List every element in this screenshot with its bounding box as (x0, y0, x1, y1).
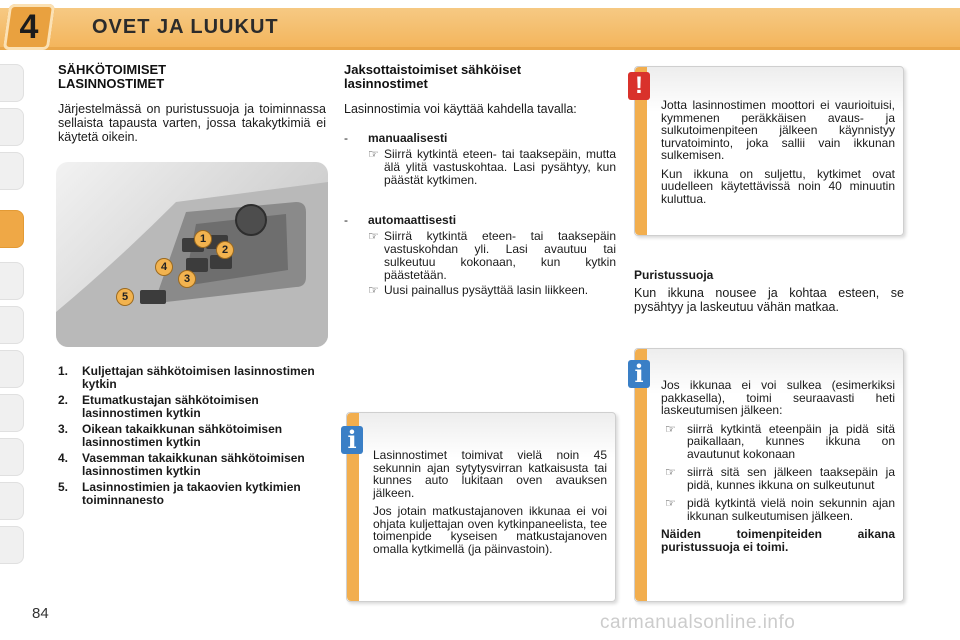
step-item (661, 466, 895, 491)
subsection-text: Kun ikkuna nousee ja kohtaa esteen, se pysähtyy ja laskeutuu vähän matkaa. (634, 286, 904, 314)
section-title-line: LASINNOSTIMET (58, 76, 165, 91)
pointing-hand-icon: ☞ (665, 496, 676, 510)
bullet-item (368, 148, 616, 187)
warning-paragraph: Kun ikkuna on suljettu, kytkimet ovat uudelleen käytettävissä noin 40 minuutin kuluttua. (661, 166, 895, 206)
legend-text: Etumatkustajan sähkötoimisen lasinnostimen kytkin (82, 393, 259, 420)
section-intro: Järjestelmässä on puristussuoja ja toiminnassa sellaista tapausta varten, jossa takakytkimiä ei käytetä oikein. (58, 102, 326, 144)
step-text: siirrä kytkintä eteenpäin ja pidä sitä paikallaan, kunnes ikkuna on avautunut kokonaan (687, 421, 895, 461)
chapter-tab[interactable] (0, 350, 24, 388)
info-closing: Näiden toimenpiteiden aikana puristussuoja ei toimi. (661, 527, 895, 554)
info-box-body (661, 379, 895, 559)
chapter-tab-active[interactable] (0, 210, 24, 248)
legend-number: 4. (58, 451, 69, 465)
warning-icon: ! (628, 72, 650, 100)
legend-text: Vasemman takaikkunan sähkötoimisen lasinnostimen kytkin (82, 451, 305, 478)
chapter-tab[interactable] (0, 152, 24, 190)
chapter-number-badge (3, 4, 55, 50)
info-icon: i (628, 360, 650, 388)
callout-1: 1 (194, 230, 212, 248)
chapter-tab[interactable] (0, 526, 24, 564)
chapter-tab[interactable] (0, 262, 24, 300)
pointing-hand-icon: ☞ (368, 147, 379, 161)
section-title-line: Jaksottaistoimiset sähköiset (344, 62, 522, 77)
section-title-line: lasinnostimet (344, 76, 428, 91)
pointing-hand-icon: ☞ (665, 421, 676, 436)
chapter-number: 4 (19, 8, 39, 46)
legend-number: 5. (58, 480, 69, 494)
lock-switch-icon (140, 290, 166, 304)
dash: - (344, 131, 348, 145)
info-paragraph: Lasinnostimet toimivat vielä noin 45 sekunnin ajan sytytysvirran katkaisusta tai kunnes auto lukitaan oven avauksen jälkeen. (373, 448, 607, 500)
section-title-line: SÄHKÖTOIMISET (58, 62, 167, 77)
mode-label: manuaalisesti (368, 131, 448, 145)
legend-text: Oikean takaikkunan sähkötoimisen lasinnostimen kytkin (82, 422, 283, 449)
bullet-text: Uusi painallus pysäyttää lasin liikkeen. (384, 283, 589, 297)
callout-4: 4 (155, 258, 173, 276)
legend-text: Lasinnostimien ja takaovien kytkimien toiminnanesto (82, 480, 301, 507)
door-panel-illustration (56, 162, 328, 347)
step-item (661, 423, 895, 461)
legend-number: 2. (58, 393, 69, 407)
pointing-hand-icon: ☞ (665, 465, 676, 479)
mirror-knob-icon (236, 205, 266, 235)
legend-number: 1. (58, 364, 69, 378)
chapter-tab[interactable] (0, 64, 24, 102)
chapter-tab[interactable] (0, 394, 24, 432)
mode-label: automaattisesti (368, 213, 457, 227)
legend-text: Kuljettajan sähkötoimisen lasinnostimen kytkin (82, 364, 315, 391)
warning-box-body (661, 99, 895, 211)
bullet-item (368, 230, 616, 282)
legend-item (58, 423, 328, 449)
chapter-title: OVET JA LUUKUT (92, 16, 279, 38)
pointing-hand-icon: ☞ (368, 229, 379, 243)
step-text: siirrä sitä sen jälkeen taaksepäin ja pidä, kunnes ikkuna on sulkeutunut (687, 465, 895, 492)
step-text: pidä kytkintä vielä noin sekunnin ajan ikkunan sulkeutumisen jälkeen. (687, 496, 895, 523)
chapter-tab[interactable] (0, 438, 24, 476)
bullet-text: Siirrä kytkintä eteen- tai taaksepäin vastuskohdan yli. Lasi avautuu tai sulkeutuu kokonaan, kun kytkin päästetään. (384, 229, 616, 282)
info-box (346, 412, 616, 602)
step-item (661, 497, 895, 522)
legend-item (58, 481, 328, 507)
legend-item (58, 365, 328, 391)
switch-panel-photo (56, 162, 328, 347)
mode-automatic (344, 213, 456, 227)
info-box-body (373, 449, 607, 561)
warning-box (634, 66, 904, 236)
section-title (58, 63, 166, 91)
chapter-tab[interactable] (0, 108, 24, 146)
legend-list (58, 365, 328, 510)
bullet-text: Siirrä kytkintä eteen- tai taaksepäin, mutta älä ylitä vastuskohtaa. Lasi pysähtyy, kun päästät kytkimen. (384, 147, 616, 187)
section-intro: Lasinnostimia voi käyttää kahdella tavalla: (344, 102, 577, 116)
legend-item (58, 394, 328, 420)
info-paragraph: Jos jotain matkustajanoven ikkunaa ei voi ohjata kuljettajan oven kytkinpaneelista, tee toimenpide kyseisen matkustajanoven omalla kytkimellä (ja päinvastoin). (373, 504, 607, 556)
callout-2: 2 (216, 241, 234, 259)
watermark: carmanualsonline.info (600, 612, 796, 633)
chapter-tab[interactable] (0, 306, 24, 344)
mode-manual (344, 131, 447, 145)
section-title (344, 63, 521, 91)
info-paragraph: Jos ikkunaa ei voi sulkea (esimerkiksi pakkasella), toimi seuraavasti heti laskeutumisen jälkeen: (661, 378, 895, 417)
dash: - (344, 213, 348, 227)
bullet-item (368, 284, 616, 297)
callout-3: 3 (178, 270, 196, 288)
callout-5: 5 (116, 288, 134, 306)
subsection-title: Puristussuoja (634, 268, 714, 282)
chapter-tab[interactable] (0, 482, 24, 520)
info-box (634, 348, 904, 602)
page-number: 84 (32, 605, 49, 622)
warning-paragraph: Jotta lasinnostimen moottori ei vaurioituisi, kymmenen peräkkäisen avaus- ja sulkutoimenpiteen jälkeen käynnistyy turvatoiminto, joka sallii vain ikkunan sulkemisen. (661, 98, 895, 162)
pointing-hand-icon: ☞ (368, 283, 379, 297)
legend-number: 3. (58, 422, 69, 436)
info-icon: i (341, 426, 363, 454)
legend-item (58, 452, 328, 478)
